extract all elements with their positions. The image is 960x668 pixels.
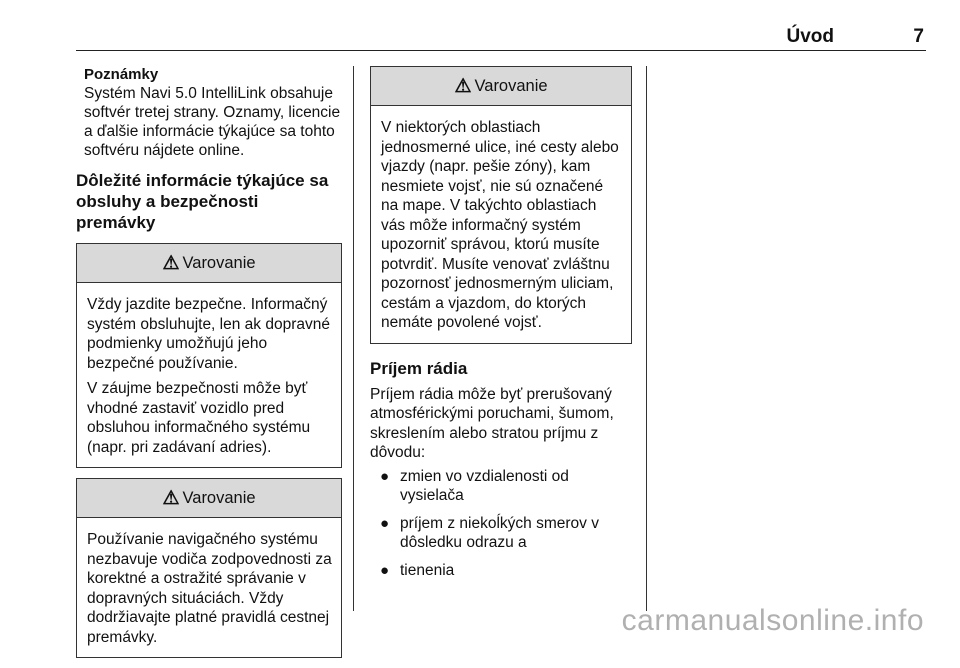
warning-triangle-icon: ⚠	[162, 487, 180, 509]
bullet-icon: ●	[380, 467, 390, 485]
warning-paragraph: Vždy jazdite bezpečne. Informačný systém obsluhujte, len ak dopravné podmienky umožňujú jeho bezpečné používanie.	[87, 296, 330, 372]
warning-body	[371, 106, 631, 343]
warning-box-3	[370, 66, 632, 344]
right-column	[370, 66, 632, 588]
page-number: 7	[913, 26, 924, 47]
warning-paragraph: V niektorých oblastiach jednosmerné ulice, iné cesty alebo vjazdy (napr. pešie zóny), kam nesmiete vojsť, nie sú označené na mape. V takýchto oblastiach vás môže informačný systém upozorniť správou, ktorú musíte potvrdiť. Musíte venovať zvláštnu pozornosť jednosmerným uliciam, cestám a vjazdom, do ktorých nemáte povolené vojsť.	[381, 119, 619, 331]
warning-box-2	[76, 478, 342, 658]
warning-body	[77, 518, 341, 657]
warning-header	[77, 244, 341, 283]
note-title: Poznámky	[84, 66, 159, 83]
warning-title: Varovanie	[182, 488, 256, 507]
chapter-title: Úvod	[786, 26, 834, 47]
warning-triangle-icon: ⚠	[454, 75, 472, 97]
bullet-icon: ●	[380, 561, 390, 579]
watermark: carmanualsonline.info	[621, 604, 924, 637]
warning-box-1	[76, 243, 342, 468]
warning-title: Varovanie	[474, 76, 548, 95]
list-item: ● tienenia	[380, 561, 455, 579]
list-item: ● príjem z niekoĺkých smerov v dôsledku odrazu a	[380, 514, 599, 551]
warning-paragraph: V záujme bezpečnosti môže byť vhodné zastaviť vozidlo pred obsluhou informačného systému (napr. pri zadávaní adries).	[87, 380, 311, 456]
warning-header	[371, 67, 631, 106]
bullet-icon: ●	[380, 514, 390, 532]
left-column	[76, 66, 342, 668]
radio-bullet-list	[370, 467, 632, 581]
section-title-safety: Dôležité informácie týkajúce sa obsluhy a bezpečnosti premávky	[76, 171, 329, 232]
warning-header	[77, 479, 341, 518]
radio-intro: Príjem rádia môže byť prerušovaný atmosférickými poruchami, šumom, skreslením alebo stratou príjmu z dôvodu:	[370, 385, 614, 461]
warning-body	[77, 283, 341, 467]
warning-paragraph: Používanie navigačného systému nezbavuje vodiča zodpovednosti za korektné a ostražité správanie v dopravných situáciách. Vždy dodržiavajte platné pravidlá cestnej premávky.	[87, 531, 332, 646]
column-divider-1	[353, 66, 354, 611]
page-header	[76, 24, 926, 51]
note-text: Systém Navi 5.0 IntelliLink obsahuje softvér tretej strany. Oznamy, licencie a ďalšie informácie týkajúce sa tohto softvéru nájdete online.	[84, 85, 341, 159]
column-divider-2	[646, 66, 647, 611]
warning-title: Varovanie	[182, 253, 256, 272]
list-item: ● zmien vo vzdialenosti od vysielača	[380, 467, 569, 504]
section-title-radio: Príjem rádia	[370, 358, 468, 378]
warning-triangle-icon: ⚠	[162, 252, 180, 274]
